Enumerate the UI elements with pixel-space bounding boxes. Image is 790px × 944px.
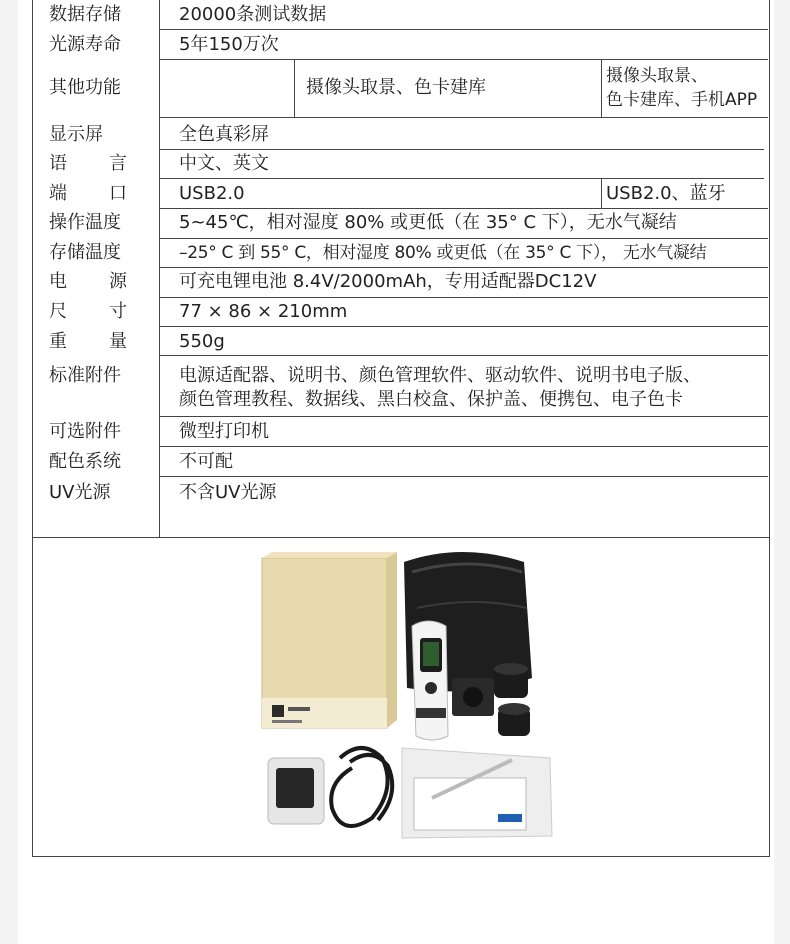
value-standard-accessories-line1: 电源适配器、说明书、颜色管理软件、驱动软件、说明书电子版、: [179, 365, 701, 386]
value-other-functions-pro-line1: 摄像头取景、: [606, 66, 708, 86]
power-adapter: [268, 758, 324, 824]
value-display: 全色真彩屏: [179, 124, 269, 145]
value-other-functions-pro-line2: 色卡建库、手机APP: [606, 90, 758, 110]
label-operating-temp: 操作温度: [49, 212, 121, 233]
label-port-char1: 端: [49, 183, 67, 204]
row-divider: [159, 267, 768, 268]
carton-box: [262, 552, 397, 728]
value-optional-accessories: 微型打印机: [179, 421, 269, 442]
label-size-char2: 寸: [109, 301, 127, 322]
label-size: [49, 301, 127, 323]
label-other-functions: 其他功能: [49, 77, 121, 98]
label-power: [49, 271, 127, 293]
value-weight: 550g: [179, 331, 225, 352]
row-divider: [159, 149, 764, 150]
value-power: 可充电锂电池 8.4V/2000mAh，专用适配器DC12V: [179, 271, 597, 292]
row-divider: [159, 117, 768, 118]
label-language: [49, 153, 127, 175]
table-bottom-border: [32, 537, 769, 538]
label-port: [49, 183, 127, 205]
label-column-divider: [159, 0, 160, 538]
row-divider: [159, 238, 768, 239]
value-light-life: 5年150万次: [179, 34, 279, 55]
row-divider: [159, 326, 768, 327]
value-port-alt: USB2.0、蓝牙: [606, 183, 726, 204]
label-optional-accessories: 可选附件: [49, 421, 121, 442]
label-uv-light: UV光源: [49, 482, 111, 503]
label-port-char2: 口: [109, 183, 127, 204]
label-language-char2: 言: [109, 153, 127, 174]
col-divider: [601, 179, 602, 208]
label-weight-char1: 重: [49, 331, 67, 352]
label-display: 显示屏: [49, 124, 103, 145]
row-divider: [159, 476, 768, 477]
label-weight-char2: 量: [109, 331, 127, 352]
manual-and-software: [402, 748, 552, 838]
row-divider: [159, 29, 768, 30]
value-size: 77 × 86 × 210mm: [179, 301, 348, 322]
value-color-matching: 不可配: [179, 451, 233, 472]
colorimeter-device: [412, 621, 448, 740]
label-power-char1: 电: [49, 271, 67, 292]
label-storage-temp: 存储温度: [49, 242, 121, 263]
row-divider: [159, 355, 768, 356]
value-language: 中文、英文: [179, 153, 269, 174]
row-divider: [159, 297, 768, 298]
value-storage-temp: –25° C 到 55° C，相对湿度 80% 或更低（在 35° C 下）， 无水气凝结: [179, 243, 707, 263]
value-port: USB2.0: [179, 183, 245, 204]
label-language-char1: 语: [49, 153, 67, 174]
usb-cable: [331, 748, 392, 826]
col-divider: [294, 60, 295, 117]
label-size-char1: 尺: [49, 301, 67, 322]
value-operating-temp: 5~45℃，相对湿度 80% 或更低（在 35° C 下），无水气凝结: [179, 212, 677, 233]
label-weight: [49, 331, 127, 353]
row-divider: [159, 416, 768, 417]
col-divider: [601, 60, 602, 117]
label-data-storage: 数据存储: [49, 4, 121, 25]
value-other-functions-standard: 摄像头取景、色卡建库: [306, 77, 486, 98]
label-standard-accessories: 标准附件: [49, 365, 121, 386]
value-uv-light: 不含UV光源: [179, 482, 277, 503]
row-divider: [159, 446, 768, 447]
label-color-matching: 配色系统: [49, 451, 121, 472]
product-package-photo: [232, 548, 562, 846]
value-data-storage: 20000条测试数据: [179, 4, 327, 25]
row-divider: [159, 178, 764, 179]
row-divider: [159, 208, 768, 209]
row-divider: [159, 59, 768, 60]
label-light-life: 光源寿命: [49, 34, 121, 55]
value-standard-accessories-line2: 颜色管理教程、数据线、黑白校盒、保护盖、便携包、电子色卡: [179, 389, 683, 410]
label-power-char2: 源: [109, 271, 127, 292]
